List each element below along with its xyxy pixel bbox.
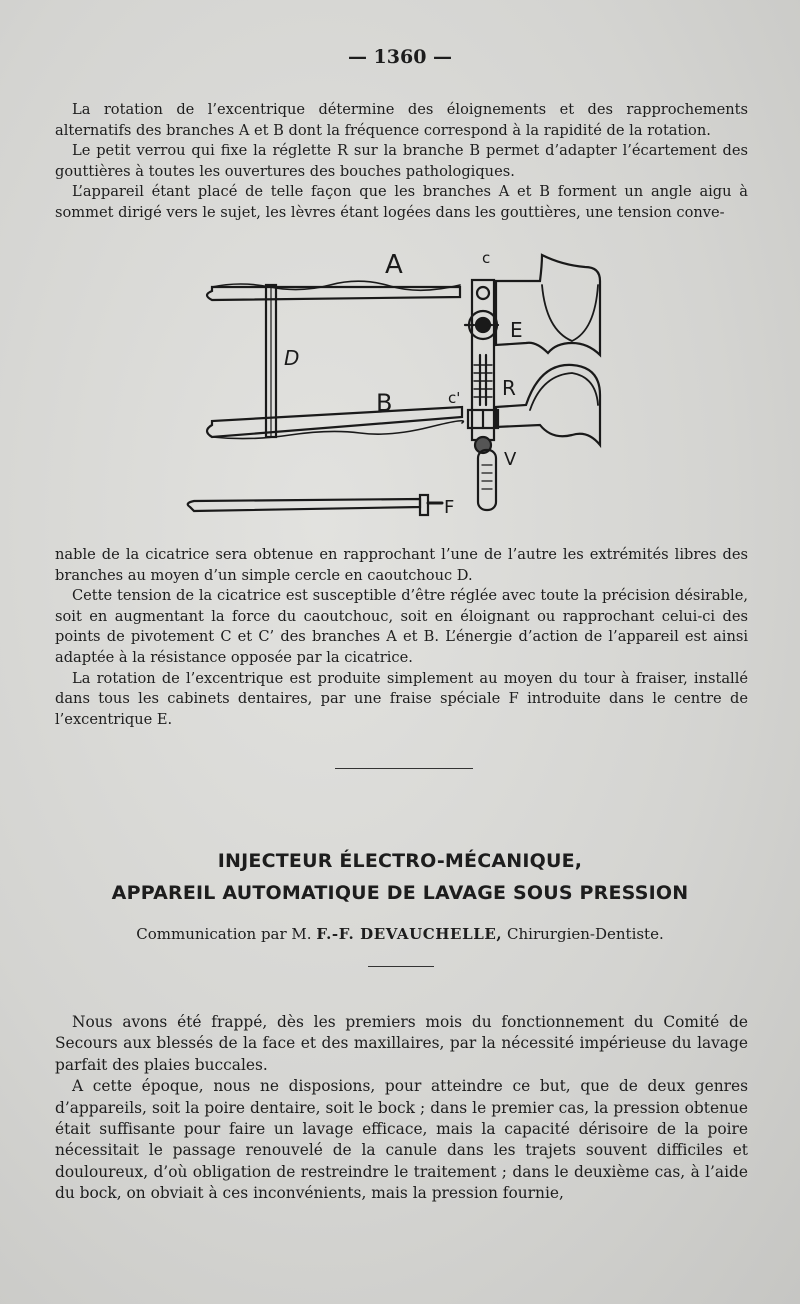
top-text-block	[55, 100, 748, 224]
label-a: A	[385, 250, 403, 280]
article-body	[55, 1012, 748, 1205]
branch-b	[207, 407, 462, 437]
paragraph: nable de la cicatrice sera obtenue en rapprochant l’une de l’autre les extrémités libres des branches au moyen d’un simple cercle en caoutchouc D.	[55, 546, 748, 584]
title-divider	[368, 966, 434, 967]
label-b: B	[376, 389, 393, 417]
byline-prefix: Communication par M.	[136, 925, 312, 943]
label-c-prime: c'	[448, 389, 461, 407]
label-v: V	[504, 449, 517, 470]
byline-author: F.-F. DEVAUCHELLE,	[316, 925, 503, 943]
paragraph: Cette tension de la cicatrice est susceptible d’être réglée avec toute la précision désirable, soit en augmentant la force du caoutchouc, soit en éloignant ou rapprochant celui-ci des points de pivotement C et C’ des branches A et B. L’énergie d’action de l’appareil est ainsi adaptée à la résistance opposée par la cicatrice.	[55, 587, 748, 666]
label-d: D	[284, 346, 300, 370]
paragraph: A cette époque, nous ne disposions, pour atteindre ce but, que de deux genres d’appareils, soit la poire dentaire, soit le bock ; dans le premier cas, la pression obtenue était suffisante pour faire un lavage efficace, mais la capacité dérisoire de la poire nécessitait le passage renouvelé de la canule dans les trajets souvent difficiles et douloureux, d’où obligation de restreindre le traitement ; dans le deuxième cas, à l’aide du bock, on obviait à ces inconvénients, mais la pression fournie,	[55, 1077, 748, 1203]
byline	[0, 925, 800, 943]
byline-role: Chirurgien-Dentiste.	[507, 925, 664, 943]
page-number: — 1360 —	[347, 46, 453, 68]
paragraph: La rotation de l’excentrique est produite simplement au moyen du tour à fraiser, installé dans tous les cabinets dentaires, par une fraise spéciale F introduite dans le centre de l’excentrique E.	[55, 669, 748, 728]
branch-a	[207, 287, 460, 300]
paragraph: Le petit verrou qui fixe la réglette R sur la branche B permet d’adapter l’écartement des gouttières à toutes les ouvertures des bouches pathologiques.	[55, 142, 748, 180]
article-title-line-1: INJECTEUR ÉLECTRO-MÉCANIQUE,	[217, 850, 583, 872]
label-r: R	[502, 376, 516, 400]
apparatus-figure	[180, 245, 620, 535]
label-c: c	[482, 249, 491, 267]
paragraph: L’appareil étant placé de telle façon que les branches A et B forment un angle aigu à sommet dirigé vers le sujet, les lèvres étant logées dans les gouttières, une tension conve-	[55, 183, 748, 221]
label-f: F	[444, 497, 455, 518]
article-title-line-2: APPAREIL AUTOMATIQUE DE LAVAGE SOUS PRESSION	[111, 882, 689, 904]
section-divider	[335, 768, 473, 769]
middle-text-block	[55, 545, 748, 730]
paragraph: Nous avons été frappé, dès les premiers mois du fonctionnement du Comité de Secours aux blessés de la face et des maxillaires, par la nécessité impérieuse du lavage parfait des plaies buccales.	[55, 1013, 748, 1074]
label-e: E	[510, 318, 523, 342]
paragraph: La rotation de l’excentrique détermine des éloignements et des rapprochements alternatifs des branches A et B dont la fréquence correspond à la rapidité de la rotation.	[55, 101, 748, 139]
bur-f	[188, 499, 420, 511]
